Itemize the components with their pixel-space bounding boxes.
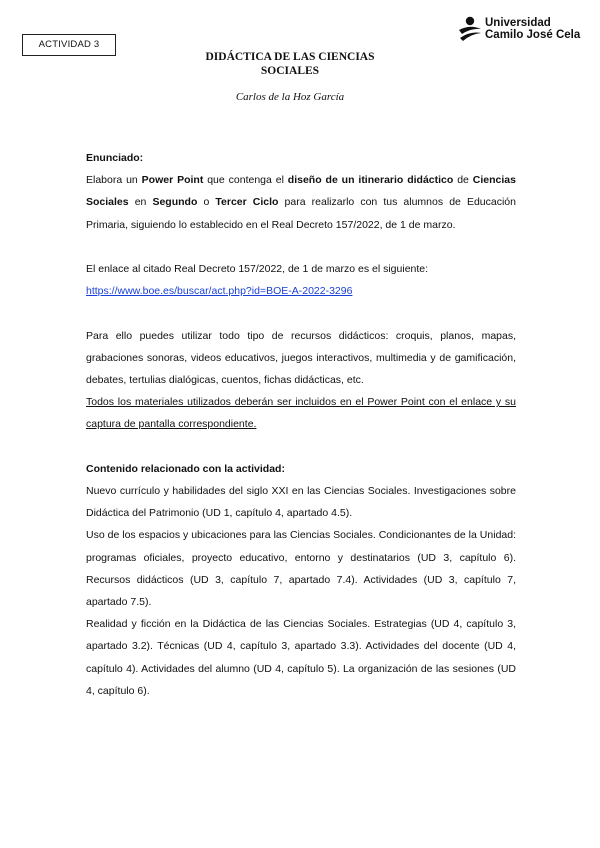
contenido-paragraph-1: Nuevo currículo y habilidades del siglo XXI en las Ciencias Sociales. Investigaciones sobre Didáctica del Patrimonio (UD 1, capítulo 4, apartado 4.5).	[86, 485, 516, 520]
boe-link-paragraph	[86, 280, 516, 302]
enunciado-paragraph-2: El enlace al citado Real Decreto 157/2022, de 1 de marzo es el siguiente:	[86, 263, 429, 275]
university-emblem-icon	[458, 16, 482, 42]
contenido-paragraph-2: Uso de los espacios y ubicaciones para las Ciencias Sociales. Condicionantes de la Unidad: programas oficiales, proyecto educativo, entorno y destinatarios (UD 3, capítulo 6). Recursos didácticos (UD 3, capítulo 7, apartado 7.4). Actividades (UD 3, capítulo 7, apartado 7.5).	[86, 529, 516, 609]
title-line-2: SOCIALES	[260, 65, 320, 77]
logo-line-1: Universidad	[485, 17, 551, 29]
contenido-paragraph-3: Realidad y ficción en la Didáctica de las Ciencias Sociales. Estrategias (UD 4, capítulo 3, apartado 3.2). Técnicas (UD 4, capítulo 3, apartado 3.3). Actividades del docente (UD 4, capítulo 4). Actividades del alumno (UD 4, capítulo 5). La organización de las sesiones (UD 4, capítulo 6).	[86, 618, 516, 697]
document-title	[180, 50, 400, 78]
title-line-1: DIDÁCTICA DE LAS CIENCIAS	[205, 51, 375, 63]
logo-line-2: Camilo José Cela	[485, 29, 581, 41]
author-name: Carlos de la Hoz García	[235, 91, 345, 103]
enunciado-paragraph-3: Para ello puedes utilizar todo tipo de recursos didácticos: croquis, planos, mapas, grabaciones sonoras, videos educativos, juegos interactivos, multimedia y de gamificación, debates, tertulias dialógicas, cuentos, fichas didácticas, etc.	[86, 329, 516, 386]
enunciado-paragraph-4: Todos los materiales utilizados deberán ser incluidos en el Power Point con el enlace y su captura de pantalla correspondiente.	[86, 396, 516, 431]
enunciado-paragraph-1: Elabora un Power Point que contenga el diseño de un itinerario didáctico de Ciencias Sociales en Segundo o Tercer Ciclo para realizarlo con tus alumnos de Educación Primaria, siguiendo lo establecido en el Real Decreto 157/2022, de 1 de marzo.	[86, 174, 516, 231]
contenido-heading: Contenido relacionado con la actividad:	[86, 462, 285, 475]
boe-link[interactable]: https://www.boe.es/buscar/act.php?id=BOE-A-2022-3296	[86, 285, 353, 298]
document-body	[86, 147, 516, 702]
enunciado-heading: Enunciado:	[86, 152, 144, 164]
activity-badge: ACTIVIDAD 3	[22, 34, 116, 56]
university-logo	[458, 16, 588, 44]
